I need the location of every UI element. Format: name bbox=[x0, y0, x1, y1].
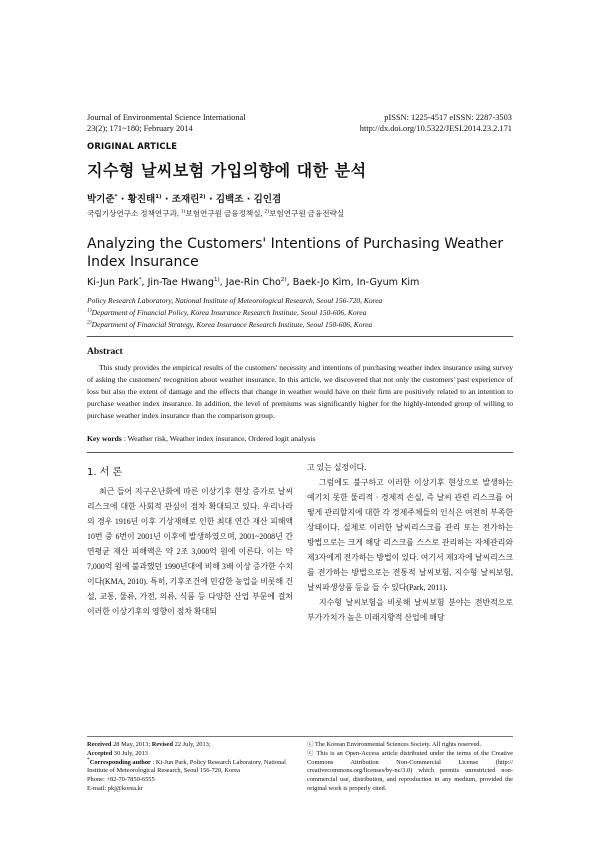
english-affiliation bbox=[87, 320, 372, 329]
author-name: 박기준 bbox=[87, 194, 115, 205]
affiliation-mark: 2) bbox=[264, 208, 269, 215]
affiliation-text: Department of Financial Strategy, Korea Insurance Research Institute, Seoul 150-606, Korea bbox=[91, 320, 373, 329]
body-column-left bbox=[87, 484, 293, 619]
author-mark: 1) bbox=[155, 193, 162, 200]
author-name: 김인겸 bbox=[253, 194, 282, 205]
corresponding-text: : Ki-Jun Park, Policy Research Laboratory, National Institute of Meteorological Research, Seoul 156-720, Korea bbox=[87, 758, 286, 775]
english-authors: Ki-Jun Park*, Jin-Tae Hwang$^{1)}$, Jae-Rin Cho$^{2)}$, Baek-Jo Kim, In-Gyum Kim bbox=[87, 276, 420, 288]
journal-citation bbox=[87, 112, 246, 134]
body-paragraph: 그럼에도 불구하고 이러한 이상기후 현상으로 발생하는 예기치 못한 물리적 · 경제적 손실, 즉 날씨 관련 리스크를 어떻게 관리할지에 대한 각 경제주체들의 인식은 여전히 부족한 상태이다. 실제로 이러한 날씨리스크를 관리 또는 전가하는 방법으로는 크게 해당 리스크를 스스로 관리하는 자체관리와 제3자에게 전가하는 방법이 있다. 여기서 제3자에 날씨리스크를 전가하는 방법으로는 전통적 날씨보험, 지수형 날씨보험, 날씨파생상품 등을 들 수 있다(Park, 2011). bbox=[307, 478, 513, 592]
korean-title: 지수형 날씨보험 가입의향에 대한 분석 bbox=[87, 161, 367, 180]
body-paragraph: 고 있는 실정이다. bbox=[307, 463, 367, 472]
abstract-body: This study provides the empirical results of the customers' necessity and intentions of purchasing weather index insurance using survey of asking the customers' recognition about weather insurance. In this article, we discovered that not only the customers' past experience of loss but also the extent of damage and the effects that change in weather would have on their firm are positively related to an intention to purchase weather index insurance. In addition, the level of premiums was significantly higher for the highly-intended group of willing to purchase weather index insurance than the comparison group. bbox=[87, 363, 513, 420]
keywords bbox=[87, 434, 315, 443]
copyright-notice: ⓒ The Korean Environmental Sciences Society. All rights reserved. bbox=[307, 741, 482, 748]
accepted-date: 30 July, 2013 bbox=[112, 749, 149, 757]
abstract-heading: Abstract bbox=[87, 346, 123, 357]
affiliation-text: 보험연구원 금융전략실 bbox=[268, 209, 345, 218]
email-link[interactable]: E-mail: pkj@korea.kr bbox=[87, 784, 143, 792]
keywords-text: : Weather risk, Weather index insurance, Ordered logit analysis bbox=[121, 434, 316, 443]
footnote-divider bbox=[87, 736, 513, 737]
issn: pISSN: 1225-4517 eISSN: 2287-3503 bbox=[384, 113, 512, 122]
english-title: Analyzing the Customers' Intentions of Purchasing Weather Index Insurance bbox=[87, 236, 504, 270]
author-name: 조재린 bbox=[171, 194, 200, 205]
korean-authors bbox=[87, 191, 281, 205]
author-separator: · bbox=[161, 194, 172, 205]
korean-affiliations bbox=[87, 208, 344, 219]
author-mark: * bbox=[138, 276, 142, 283]
journal-identifiers bbox=[360, 112, 512, 134]
body-paragraph: 지수형 날씨보험을 비롯해 날씨보험 분야는 전반적으로 부가가치가 높은 미래지향적 산업에 해당 bbox=[307, 598, 513, 622]
received-date: 28 May, 2013; bbox=[111, 741, 152, 748]
author-name: Jin-Tae Hwang bbox=[147, 277, 214, 288]
corresponding-author: *Corresponding author : Ki-Jun Park, Policy Research Laboratory, National Institute of Meteorological Research, Seoul 156-720, Korea bbox=[87, 756, 286, 775]
revised-label: Revised bbox=[151, 741, 174, 748]
article-type: ORIGINAL ARTICLE bbox=[87, 141, 178, 151]
english-affiliation bbox=[87, 296, 382, 305]
volume-info: 23(2); 171~180; February 2014 bbox=[87, 124, 193, 133]
received-label: Received bbox=[87, 741, 112, 748]
author-mark: * bbox=[114, 193, 118, 200]
accepted-label: Accepted bbox=[87, 749, 113, 757]
section-heading: 1. 서 론 bbox=[87, 467, 123, 478]
corresponding-label: Corresponding author bbox=[89, 758, 151, 766]
license-notice: ⓒ This is an Open-Access article distributed under the terms of the Creative Commons Attribution Non-Commercial License (http:// creativecommons.org/licenses/by-nc/3.0) which permits unrestricted non-commercial use, distribution, and reproduction in any medium, provided the original work is properly cited. bbox=[307, 749, 513, 792]
author-name: 황진태 bbox=[127, 194, 156, 205]
author-name: In-Gyum Kim bbox=[356, 277, 420, 288]
author-name: 김백조 bbox=[215, 194, 244, 205]
author-mark: 2) bbox=[199, 193, 206, 200]
affiliation-mark: 1) bbox=[87, 307, 92, 314]
english-affiliation bbox=[87, 308, 366, 317]
affiliation-text: 국립기상연구소 정책연구과, bbox=[87, 209, 181, 218]
journal-name: Journal of Environmental Science International bbox=[87, 113, 246, 122]
affiliation-text: 보험연구원 금융정책실, bbox=[185, 209, 265, 218]
date-line bbox=[87, 741, 295, 750]
body-paragraph: 최근 들어 지구온난화에 따른 이상기후 현상 증가로 날씨리스크에 대한 사회적 관심이 점차 확대되고 있다. 우리나라의 경우 1916년 이후 기상재해로 인한 최대 연간 재산 피해액 10번 중 6번이 2001년 이후에 발생하였으며, 2001~2008년 간 연평균 재산 피해액은 약 2조 3,000억 원에 이른다. 이는 약 7,000억 원에 불과했던 1990년대에 비해 3배 이상 증가한 수치이다(KMA, 2010). 특히, 기후조건에 민감한 농업을 비롯해 건설, 교통, 물류, 가전, 의류, 식품 등 다양한 산업 부문에 걸쳐 이러한 이상기후의 영향이 점차 확대되 bbox=[87, 487, 293, 616]
body-column-right bbox=[307, 460, 513, 625]
author-separator: · bbox=[205, 194, 216, 205]
affiliation-text: Policy Research Laboratory, National Institute of Meteorological Research, Seoul 156-720, Korea bbox=[87, 296, 383, 305]
author-name: Ki-Jun Park bbox=[87, 277, 139, 288]
affiliation-text: Department of Financial Policy, Korea Insurance Research Institute, Seoul 150-606, Korea bbox=[91, 308, 367, 317]
footnote-dates bbox=[87, 741, 295, 794]
keywords-label: Key words bbox=[87, 434, 122, 443]
author-separator: · bbox=[243, 194, 254, 205]
affiliation-mark: 2) bbox=[87, 319, 92, 326]
footnote-license bbox=[307, 741, 513, 794]
author-name: Jae-Rin Cho bbox=[225, 277, 281, 288]
phone: Phone: +82-70-7850-6555 bbox=[87, 776, 155, 784]
author-mark: 1) bbox=[213, 276, 220, 283]
author-separator: · bbox=[117, 194, 128, 205]
doi-link[interactable]: http://dx.doi.org/10.5322/JESI.2014.23.2.171 bbox=[359, 124, 512, 133]
revised-date: 22 July, 2013; bbox=[173, 741, 211, 748]
affiliation-mark: 1) bbox=[180, 208, 186, 215]
author-name: Baek-Jo Kim bbox=[292, 277, 351, 288]
divider bbox=[87, 452, 513, 453]
date-line bbox=[87, 750, 295, 759]
divider bbox=[87, 336, 513, 337]
author-mark: 2) bbox=[280, 276, 287, 283]
